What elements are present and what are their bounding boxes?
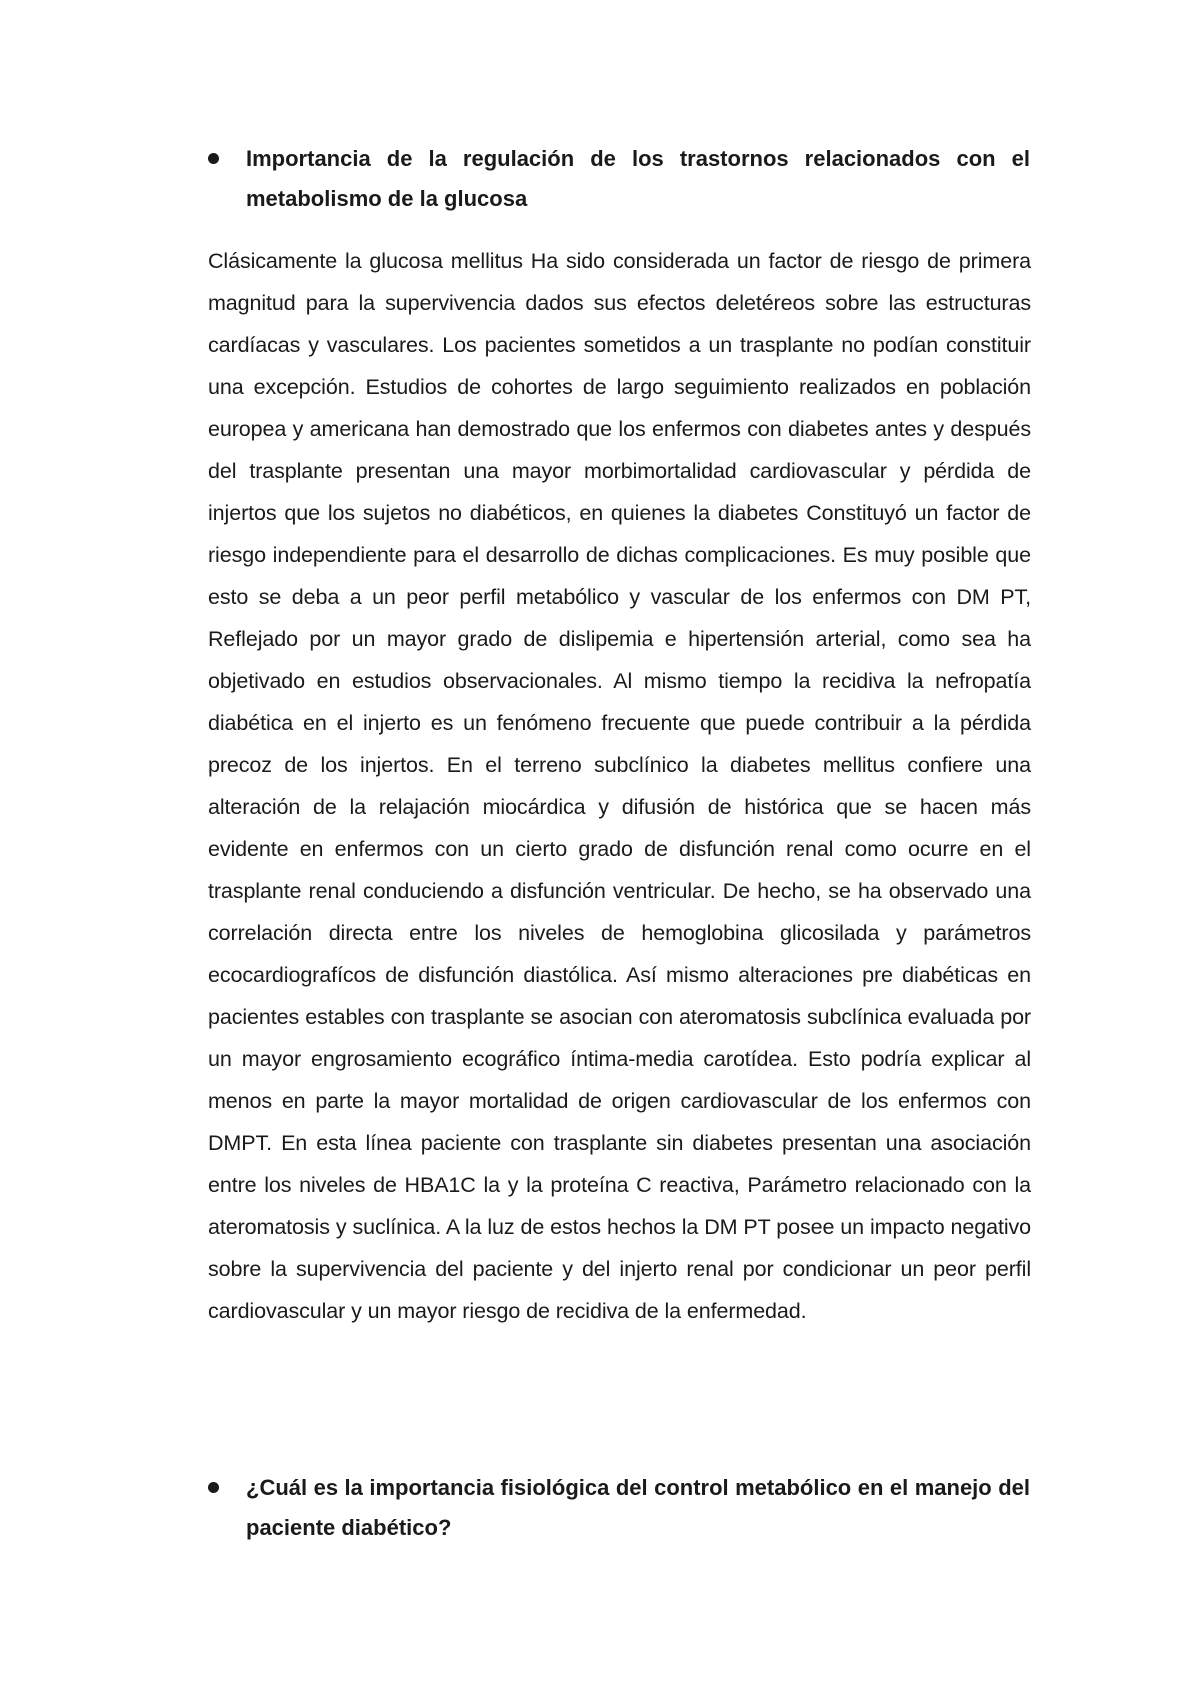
section-heading-text: Importancia de la regulación de los trastornos relacionados con el metabolismo de la glucosa — [246, 146, 1030, 211]
body-paragraph: Clásicamente la glucosa mellitus Ha sido considerada un factor de riesgo de primera magnitud para la supervivencia dados sus efectos deletéreos sobre las estructuras cardíacas y vasculares. Los pacientes sometidos a un trasplante no podían constituir una excepción. Estudios de cohortes de largo seguimiento realizados en población europea y americana han demostrado que los enfermos con diabetes antes y después del trasplante presentan una mayor morbimortalidad cardiovascular y pérdida de injertos que los sujetos no diabéticos, en quienes la diabetes Constituyó un factor de riesgo independiente para el desarrollo de dichas complicaciones. Es muy posible que esto se deba a un peor perfil metabólico y vascular de los enfermos con DM PT, Reflejado por un mayor grado de dislipemia e hipertensión arterial, como sea ha objetivado en estudios observacionales. Al mismo tiempo la recidiva la nefropatía diabética en el injerto es un fenómeno frecuente que puede contribuir a la pérdida precoz de los injertos. En el terreno subclínico la diabetes mellitus confiere una alteración de la relajación miocárdica y difusión de histórica que se hacen más evidente en enfermos con un cierto grado de disfunción renal como ocurre en el trasplante renal conduciendo a disfunción ventricular. De hecho, se ha observado una correlación directa entre los niveles de hemoglobina glicosilada y parámetros ecocardiografícos de disfunción diastólica. Así mismo alteraciones pre diabéticas en pacientes estables con trasplante se asocian con ateromatosis subclínica evaluada por un mayor engrosamiento ecográfico íntima-media carotídea. Esto podría explicar al menos en parte la mayor mortalidad de origen cardiovascular de los enfermos con DMPT. En esta línea paciente con trasplante sin diabetes presentan una asociación entre los niveles de HBA1C la y la proteína C reactiva, Parámetro relacionado con la ateromatosis y suclínica. A la luz de estos hechos la DM PT posee un impacto negativo sobre la supervivencia del paciente y del injerto renal por condicionar un peor perfil cardiovascular y un mayor riesgo de recidiva de la enfermedad. — [208, 249, 1031, 1323]
bullet-icon — [208, 153, 219, 164]
section-heading — [208, 1468, 1030, 1548]
section-heading-text: ¿Cuál es la importancia fisiológica del control metabólico en el manejo del paciente diabético? — [246, 1475, 1030, 1540]
section-heading — [208, 139, 1030, 219]
bullet-icon — [208, 1482, 219, 1493]
